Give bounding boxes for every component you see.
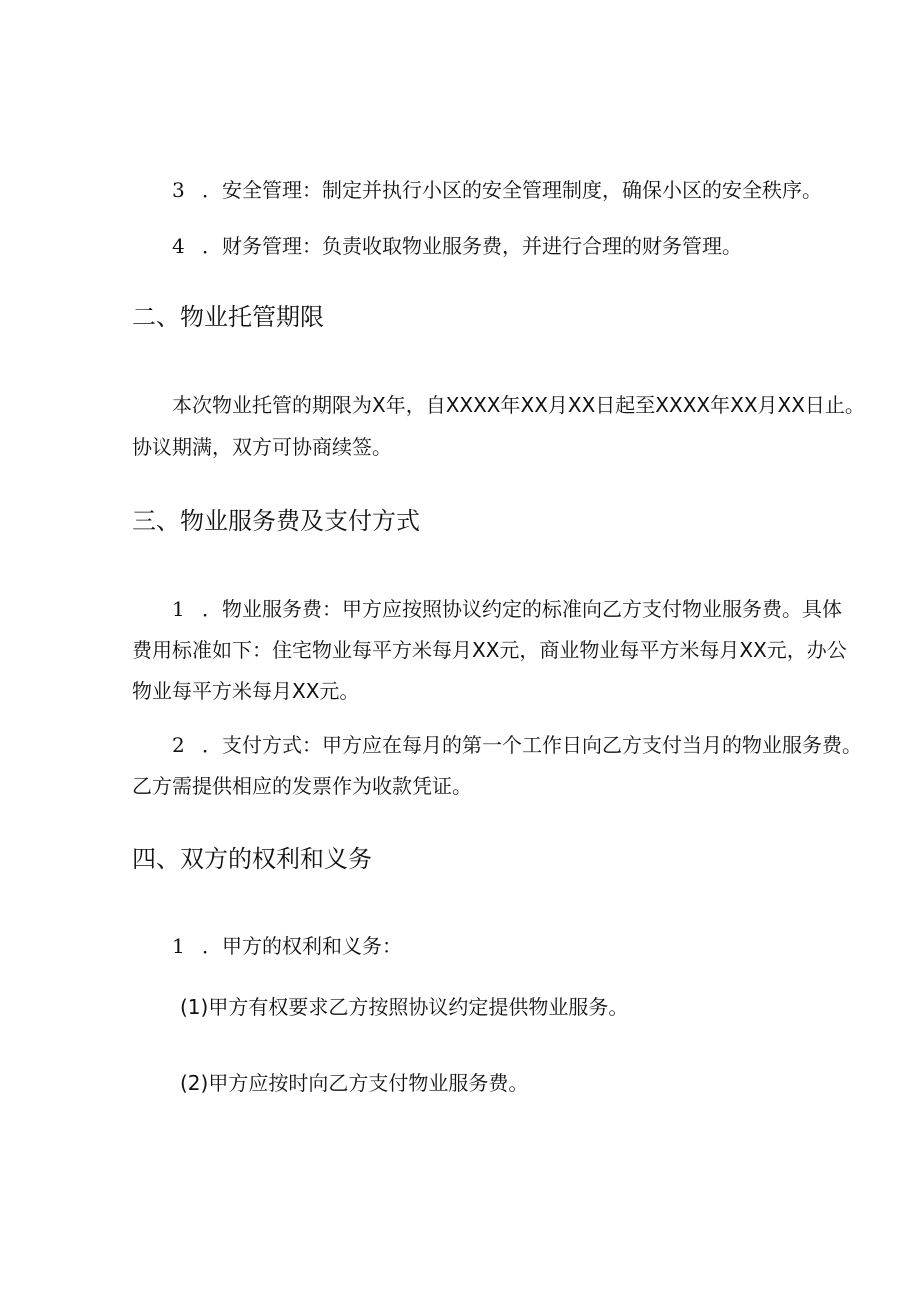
paragraph-line: 物业每平方米每月XX元。 [132, 679, 360, 703]
sub-item-1: (1)甲方有权要求乙方按照协议约定提供物业服务。 [180, 995, 629, 1019]
list-item-number: 3 [172, 178, 185, 202]
list-item-3 [172, 177, 822, 203]
paragraph-line: 乙方需提供相应的发票作为收款凭证。 [132, 774, 472, 798]
list-item-text: ．甲方的权利和义务： [202, 934, 402, 958]
list-item-number: 4 [172, 234, 185, 258]
list-item-1 [172, 933, 402, 959]
list-item-number: 2 [172, 733, 185, 757]
list-item-number: 1 [172, 597, 185, 621]
sub-item-2: (2)甲方应按时向乙方支付物业服务费。 [180, 1071, 529, 1095]
list-item-4 [172, 233, 742, 259]
section-heading-3: 三、物业服务费及支付方式 [132, 507, 420, 535]
list-item-text: ．安全管理：制定并执行小区的安全管理制度，确保小区的安全秩序。 [202, 178, 822, 202]
list-item-text: ．财务管理：负责收取物业服务费，并进行合理的财务管理。 [202, 234, 742, 258]
paragraph-line: 费用标准如下：住宅物业每平方米每月XX元，商业物业每平方米每月XX元，办公 [132, 638, 847, 662]
list-item-text: ．支付方式：甲方应在每月的第一个工作日向乙方支付当月的物业服务费。 [202, 733, 862, 757]
list-item-text: ．物业服务费：甲方应按照协议约定的标准向乙方支付物业服务费。具体 [202, 597, 842, 621]
section-heading-2: 二、物业托管期限 [132, 303, 324, 331]
paragraph-line: 协议期满，双方可协商续签。 [132, 435, 392, 459]
section-heading-4: 四、双方的权利和义务 [132, 845, 372, 873]
paragraph-line: 本次物业托管的期限为X年，自XXXX年XX月XX日起至XXXX年XX月XX日止。 [172, 393, 865, 417]
list-item-2 [172, 732, 862, 758]
list-item-1 [172, 596, 842, 622]
list-item-number: 1 [172, 934, 185, 958]
